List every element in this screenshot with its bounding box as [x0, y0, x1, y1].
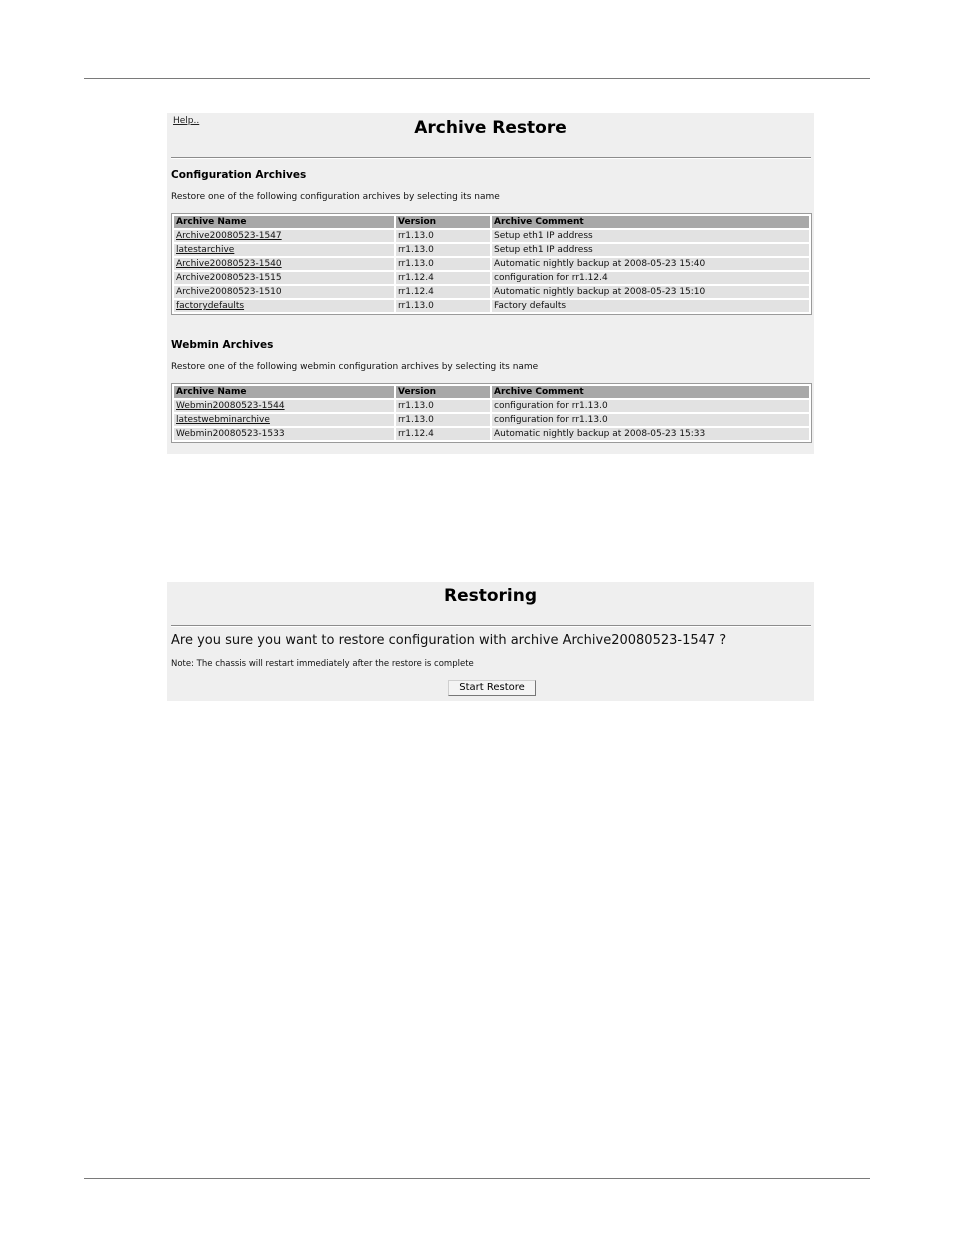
table-row [174, 300, 809, 312]
table-row [174, 272, 809, 284]
page-title: Archive Restore [414, 118, 567, 138]
webmin-archives-table [171, 383, 812, 443]
archive-comment-cell: Factory defaults [492, 300, 809, 312]
archive-comment-cell: Automatic nightly backup at 2008-05-23 15:33 [492, 428, 809, 440]
version-cell: rr1.12.4 [396, 272, 490, 284]
archive-comment-cell: Automatic nightly backup at 2008-05-23 15:10 [492, 286, 809, 298]
restoring-divider [171, 625, 811, 627]
version-cell: rr1.12.4 [396, 286, 490, 298]
restore-note: Note: The chassis will restart immediately after the restore is complete [171, 659, 474, 669]
title-divider [171, 157, 811, 159]
archive-name-link[interactable]: Webmin20080523-1544 [176, 401, 285, 411]
table-row [174, 428, 809, 440]
column-header-version: Version [396, 386, 490, 398]
version-cell: rr1.13.0 [396, 244, 490, 256]
archive-name-cell: Archive20080523-1515 [174, 272, 394, 284]
config-archives-table [171, 213, 812, 315]
help-link[interactable]: Help.. [173, 116, 200, 126]
archive-comment-cell: Setup eth1 IP address [492, 230, 809, 242]
config-archives-heading: Configuration Archives [171, 169, 307, 181]
archive-name-cell [174, 300, 394, 312]
table-row [174, 286, 809, 298]
config-archives-description: Restore one of the following configuration archives by selecting its name [171, 192, 500, 202]
table-header-row [174, 216, 809, 228]
archive-name-cell: Archive20080523-1510 [174, 286, 394, 298]
archive-comment-cell: Automatic nightly backup at 2008-05-23 15:40 [492, 258, 809, 270]
page-top-rule [84, 78, 870, 79]
archive-comment-cell: configuration for rr1.13.0 [492, 414, 809, 426]
archive-comment-cell: configuration for rr1.12.4 [492, 272, 809, 284]
version-cell: rr1.13.0 [396, 230, 490, 242]
page-bottom-rule [84, 1178, 870, 1179]
start-restore-button[interactable]: Start Restore [448, 680, 536, 696]
archive-name-link[interactable]: latestarchive [176, 245, 235, 255]
table-header-row [174, 386, 809, 398]
table-row [174, 244, 809, 256]
archive-name-link[interactable]: latestwebminarchive [176, 415, 270, 425]
archive-name-link[interactable]: Archive20080523-1540 [176, 259, 282, 269]
archive-name-cell [174, 400, 394, 412]
column-header-archive-comment: Archive Comment [492, 386, 809, 398]
archive-name-link[interactable]: factorydefaults [176, 301, 245, 311]
archive-name-link[interactable]: Archive20080523-1547 [176, 231, 282, 241]
webmin-archives-heading: Webmin Archives [171, 339, 274, 351]
column-header-archive-comment: Archive Comment [492, 216, 809, 228]
version-cell: rr1.13.0 [396, 400, 490, 412]
version-cell: rr1.13.0 [396, 300, 490, 312]
archive-name-cell: Webmin20080523-1533 [174, 428, 394, 440]
version-cell: rr1.13.0 [396, 414, 490, 426]
archive-name-cell [174, 414, 394, 426]
webmin-archives-description: Restore one of the following webmin configuration archives by selecting its name [171, 362, 539, 372]
archive-name-cell [174, 230, 394, 242]
archive-name-cell [174, 244, 394, 256]
version-cell: rr1.12.4 [396, 428, 490, 440]
table-row [174, 414, 809, 426]
column-header-archive-name: Archive Name [174, 386, 394, 398]
restore-confirmation-question: Are you sure you want to restore configuration with archive Archive20080523-1547 ? [171, 633, 727, 648]
table-row [174, 258, 809, 270]
archive-name-cell [174, 258, 394, 270]
table-row [174, 230, 809, 242]
archive-comment-cell: Setup eth1 IP address [492, 244, 809, 256]
archive-restore-panel [167, 113, 814, 454]
restoring-panel [167, 582, 814, 701]
column-header-archive-name: Archive Name [174, 216, 394, 228]
restoring-title: Restoring [443, 586, 538, 606]
column-header-version: Version [396, 216, 490, 228]
version-cell: rr1.13.0 [396, 258, 490, 270]
archive-comment-cell: configuration for rr1.13.0 [492, 400, 809, 412]
table-row [174, 400, 809, 412]
